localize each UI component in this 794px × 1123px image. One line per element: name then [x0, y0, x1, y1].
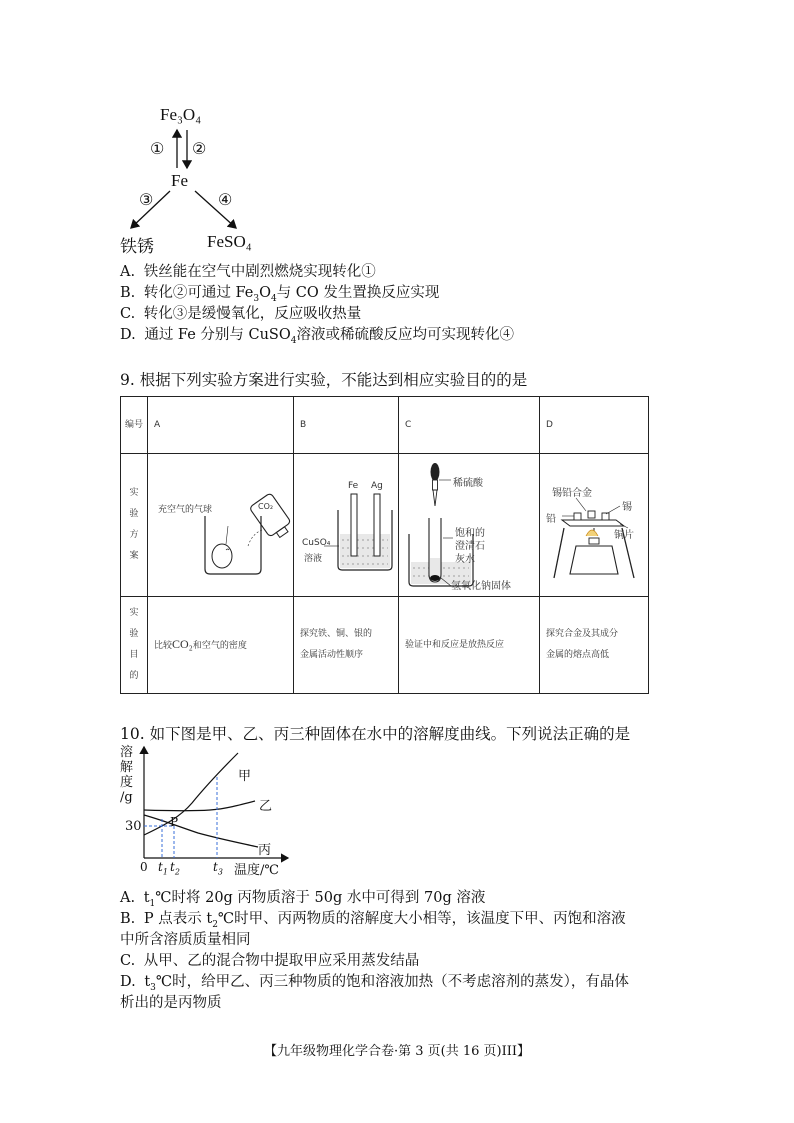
ylabel-line: 解	[120, 760, 134, 775]
option-letter: A.	[120, 890, 136, 906]
option-text: 转化③是缓慢氧化，反应吸收热量	[143, 306, 362, 322]
option-text: ℃时，给甲乙、丙三种物质的饱和溶液加热（不考虑溶剂的蒸发），有晶体	[155, 974, 629, 990]
tick-letter: t	[170, 860, 175, 874]
purpose-b	[294, 597, 399, 694]
label-fe: Fe	[171, 171, 188, 190]
arrow-step-4	[195, 191, 236, 228]
x-axis-label: 温度/℃	[234, 863, 279, 878]
scheme-d-drawing	[540, 454, 649, 596]
purpose-text: 探究合金及其成分	[546, 629, 619, 639]
scheme-a	[148, 454, 294, 597]
subscript: 1	[149, 898, 156, 909]
label-step-3: ③	[139, 190, 154, 209]
curve-yi	[144, 801, 255, 811]
series-label-yi: 乙	[259, 799, 273, 814]
chart-ylabel	[120, 745, 133, 805]
q10-option-b-cont: 中所含溶质质量相同	[120, 932, 251, 948]
option-text: ℃时甲、丙两物质的溶解度大小相等，该温度下甲、丙饱和溶液	[217, 911, 626, 927]
col-a: A	[148, 397, 294, 454]
option-text: P 点表示 t	[143, 911, 213, 927]
option-letter: D.	[120, 327, 136, 343]
purpose-a	[148, 597, 294, 694]
label-lead: 铅	[546, 514, 556, 525]
label-step-4: ④	[218, 190, 233, 209]
tick-sub: 2	[174, 867, 180, 877]
table-row-purpose	[121, 597, 649, 694]
subscript: 2	[212, 919, 218, 930]
subscript: 3	[253, 293, 260, 304]
purpose-text: 和空气的密度	[192, 640, 247, 651]
option-letter: A.	[120, 264, 136, 280]
t3-label	[213, 860, 223, 876]
point-p-label: P	[170, 815, 179, 829]
option-text: 铁丝能在空气中剧烈燃烧实现转化①	[143, 264, 376, 280]
label-solution: 溶液	[304, 554, 323, 564]
purpose-d	[540, 597, 649, 694]
subscript: 4	[290, 335, 297, 346]
q9-experiment-table	[120, 396, 649, 694]
q10-option-c	[120, 951, 419, 972]
q10-option-d-cont: 析出的是丙物质	[120, 995, 222, 1011]
tick-sub: 3	[217, 867, 223, 877]
option-text: 从甲、乙的混合物中提取甲应采用蒸发结晶	[143, 953, 420, 969]
q8-option-a	[120, 262, 376, 283]
row-header-text: 实验方案	[129, 488, 139, 561]
label-tin: 锡	[622, 502, 632, 513]
label-limewater-1: 饱和的	[455, 528, 485, 539]
option-letter: D.	[120, 974, 136, 990]
tick-letter: t	[158, 860, 163, 874]
label-step-2: ②	[192, 139, 207, 158]
purpose-c: 验证中和反应是放热反应	[399, 597, 540, 694]
option-letter: B.	[120, 911, 136, 927]
curve-bing	[144, 815, 258, 847]
t1-label	[158, 860, 168, 876]
curve-jia	[144, 753, 238, 835]
subscript: 4	[270, 293, 277, 304]
tick-letter: t	[213, 860, 218, 874]
label-dilute-acid: 稀硫酸	[453, 478, 483, 489]
option-letter: C.	[120, 953, 136, 969]
label-fe3o4: Fe₃O₄	[160, 105, 202, 124]
table-row-scheme	[121, 454, 649, 597]
y-tick-30: 30	[125, 819, 142, 834]
option-text: 转化②可通过 Fe	[143, 285, 254, 301]
arrow-step-3	[131, 191, 170, 228]
ylabel-line: 度	[120, 775, 134, 790]
label-rust: 铁锈	[120, 237, 154, 256]
purpose-text: 探究铁、铜、银的	[300, 629, 373, 639]
row-header-text: 编号	[124, 420, 143, 430]
q8-option-c	[120, 304, 361, 325]
col-b: B	[294, 397, 399, 454]
series-label-bing: 丙	[258, 843, 272, 858]
purpose-text: 金属的熔点高低	[546, 650, 610, 660]
col-c: C	[399, 397, 540, 454]
label-fe-strip: Fe	[348, 481, 359, 491]
label-alloy: 锡铅合金	[552, 488, 592, 499]
q9-title: 9. 根据下列实验方案进行实验，不能达到相应实验目的的是	[120, 371, 528, 389]
option-text: O	[259, 285, 271, 301]
label-feso4: FeSO₄	[207, 232, 252, 251]
origin-label: 0	[140, 860, 148, 874]
purpose-text: 比较	[154, 640, 173, 651]
scheme-a-drawing	[148, 454, 294, 596]
row-header-scheme	[121, 454, 148, 597]
label-balloon: 充空气的气球	[158, 505, 213, 515]
label-limewater-3: 灰水	[455, 554, 475, 565]
row-header-id	[121, 397, 148, 454]
option-text: t	[143, 890, 150, 906]
option-text: ℃时将 20g 丙物质溶于 50g 水中可得到 70g 溶液	[155, 890, 486, 906]
reaction-arrows	[0, 0, 300, 260]
scheme-d	[540, 454, 649, 597]
purpose-text: 金属活动性顺序	[300, 650, 364, 660]
page-footer: 【九年级物理化学合卷·第 3 页(共 16 页)III】	[263, 1044, 531, 1059]
purpose-formula: CO₂	[172, 636, 193, 651]
ylabel-line: /g	[120, 790, 133, 805]
label-step-1: ①	[150, 139, 165, 158]
label-copper-plate: 铜片	[614, 530, 634, 541]
q10-title: 10. 如下图是甲、乙、丙三种固体在水中的溶解度曲线。下列说法正确的是	[120, 725, 631, 743]
label-naoh-solid: 氢氧化钠固体	[451, 581, 511, 592]
scheme-b-drawing	[294, 454, 399, 596]
option-text: 与 CO 发生置换反应实现	[276, 285, 440, 301]
option-text: t	[144, 974, 151, 990]
col-d: D	[540, 397, 649, 454]
t2-label	[170, 860, 180, 876]
label-cuso4: CuSO₄	[302, 538, 331, 548]
series-label-jia: 甲	[238, 769, 252, 784]
tick-sub: 1	[162, 867, 168, 877]
solubility-chart	[120, 745, 300, 885]
q8-option-d	[120, 325, 514, 352]
subscript: 3	[150, 982, 156, 993]
option-letter: B.	[120, 285, 136, 301]
scheme-c	[399, 454, 540, 597]
option-letter: C.	[120, 306, 136, 322]
row-header-purpose	[121, 597, 148, 694]
ylabel-line: 溶	[120, 745, 134, 760]
option-text: 通过 Fe 分别与 CuSO	[144, 327, 291, 343]
label-limewater-2: 澄清石	[455, 541, 485, 552]
label-co2-bottle: CO₂	[258, 502, 274, 511]
row-header-text: 实验目的	[129, 608, 139, 681]
option-text: 溶液或稀硫酸反应均可实现转化④	[296, 327, 514, 343]
scheme-b	[294, 454, 399, 597]
label-ag-strip: Ag	[371, 481, 383, 491]
table-row-id	[121, 397, 649, 454]
